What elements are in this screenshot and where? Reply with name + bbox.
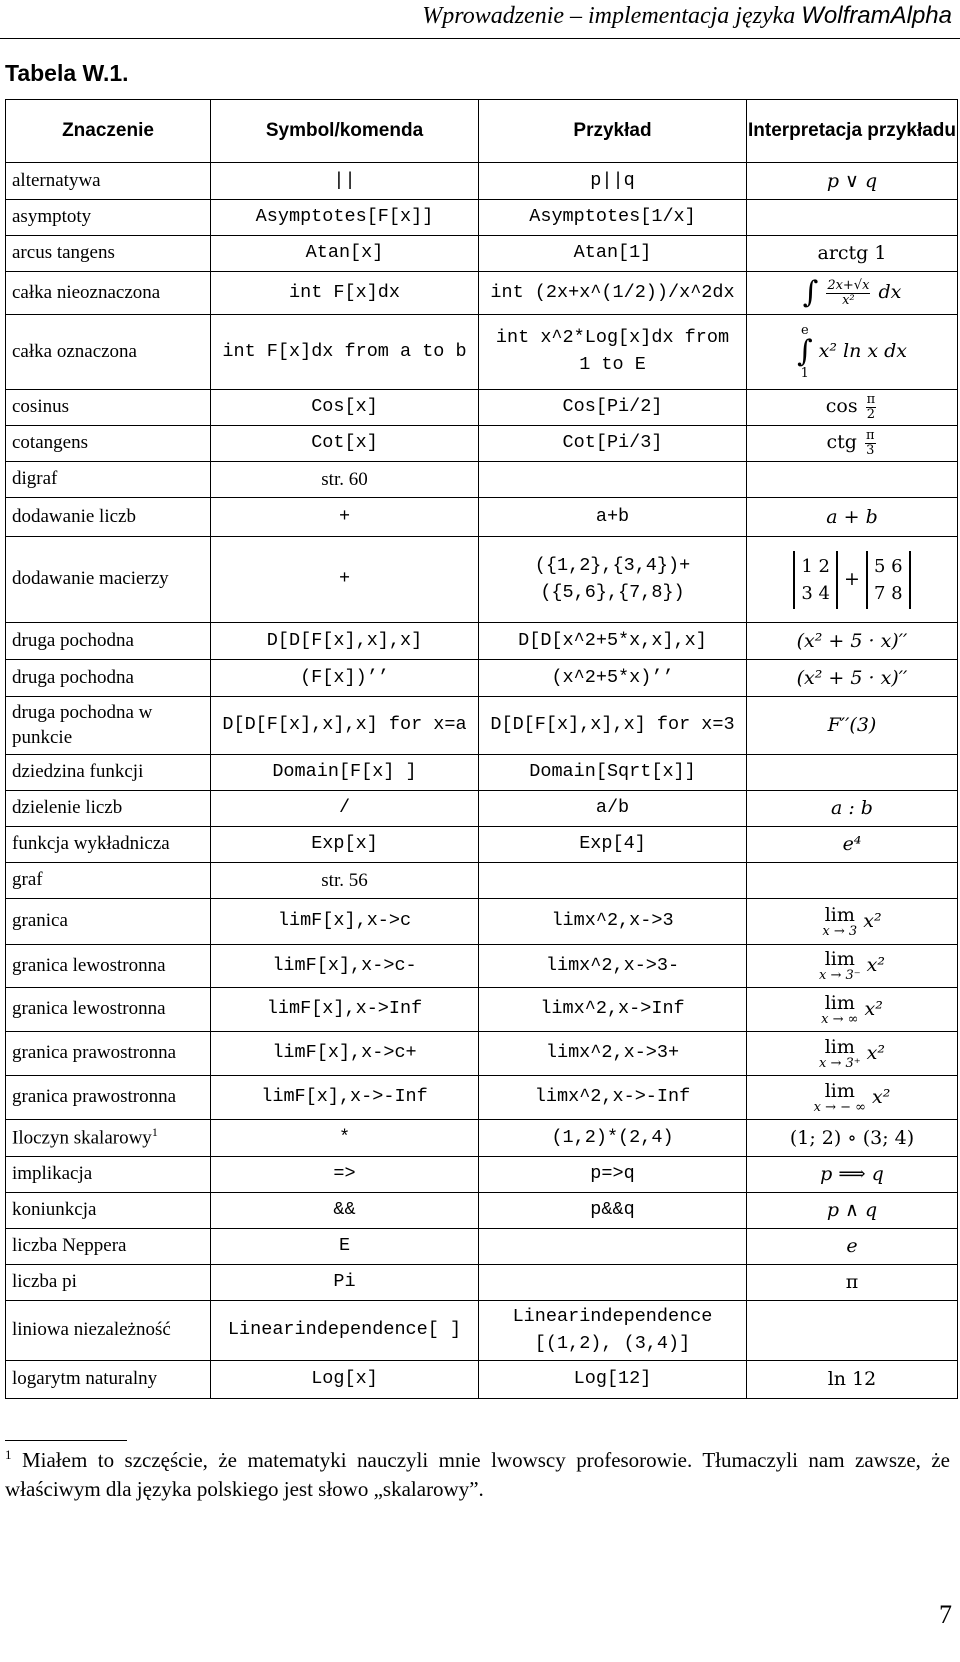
table-row [6,498,958,537]
interp-text: a + b [826,505,878,528]
cell-interp [747,697,958,755]
cell-example: p&&q [479,1193,747,1229]
lim-word: lim [824,903,855,926]
cell-example: a/b [479,791,747,827]
cell-interp [747,945,958,988]
fraction-denominator: x² [842,292,855,308]
cell-example: limx^2,x->Inf [479,988,747,1032]
cell-interp [747,755,958,791]
matrix-right [866,551,911,609]
cell-meaning: granica lewostronna [6,945,211,988]
cell-symbol: && [211,1193,479,1229]
cell-example: Cos[Pi/2] [479,390,747,426]
integral-body: x² ln x dx [818,340,908,362]
integrand-fraction [826,279,870,307]
cell-interp [747,988,958,1032]
lim-word: lim [824,991,855,1014]
cell-example: Linearindependence [(1,2), (3,4)] [479,1301,747,1361]
lim-subscript: x → 3⁻ [818,968,861,983]
cell-meaning: implikacja [6,1157,211,1193]
table-row [6,1193,958,1229]
table-row [6,537,958,623]
limit-operator [821,991,859,1027]
upper-limit: e [800,323,809,338]
cell-example: D[D[F[x],x],x] for x=3 [479,697,747,755]
limit-operator [819,950,861,982]
cell-example [479,1265,747,1301]
cell-meaning: dodawanie liczb [6,498,211,537]
table-header-row [6,100,958,163]
interp-text: p ∧ q [826,1199,878,1222]
limit-operator [813,1079,866,1115]
running-title-text: Wprowadzenie – implementacja języka [422,3,796,29]
cell-example: Exp[4] [479,827,747,863]
interp-text: a : b [831,797,873,820]
cell-interp [747,537,958,623]
cell-symbol: / [211,791,479,827]
footnote-marker: 1 [5,1447,12,1462]
cell-example: a+b [479,498,747,537]
cell-meaning: dziedzina funkcji [6,755,211,791]
cell-interp: π [747,1265,958,1301]
table-row [6,1361,958,1399]
interp-text: F′′(3) [827,714,877,737]
cell-symbol: => [211,1157,479,1193]
table-row [6,462,958,498]
table-row [6,1120,958,1157]
running-title-brand: WolframAlpha [801,2,952,29]
cell-meaning: asymptoty [6,200,211,236]
cell-example: p=>q [479,1157,747,1193]
cell-interp [747,272,958,315]
fraction-denominator: 2 [866,407,876,422]
cell-symbol: int F[x]dx [211,272,479,315]
cell-meaning: liczba pi [6,1265,211,1301]
cell-symbol: Cos[x] [211,390,479,426]
cell-example: Atan[1] [479,236,747,272]
interp-text: cos [825,395,858,418]
cell-symbol: D[D[F[x],x],x] for x=a [211,697,479,755]
table-row [6,863,958,899]
cell-example [479,863,747,899]
table-row [6,827,958,863]
cell-symbol: E [211,1229,479,1265]
interp-text: p ∨ q [826,169,878,192]
plus-sign: + [844,567,860,590]
cell-meaning: liczba Neppera [6,1229,211,1265]
lim-subscript: x → ∞ [821,1011,859,1027]
footnote-text: Miałem to szczęście, że matematyki nauczyli mnie lwowscy profesorowie. Tłumaczyli nam zawsze, że właściwym dla języka polskiego jest słowo „skalarowy”. [5,1448,951,1501]
matrix-row: 7 8 [874,582,903,604]
cell-example: (1,2)*(2,4) [479,1120,747,1157]
fraction-numerator: π [866,392,876,408]
cell-meaning: dzielenie liczb [6,791,211,827]
lim-word: lim [824,1035,855,1058]
cell-symbol: * [211,1120,479,1157]
interp-text: x² [866,1041,885,1064]
cell-symbol: Pi [211,1265,479,1301]
col-header-interpretation: Interpretacja przykładu [747,100,958,163]
cell-meaning: arcus tangens [6,236,211,272]
cell-interp: (1; 2) ∘ (3; 4) [747,1120,958,1157]
table-row [6,755,958,791]
cell-example: limx^2,x->3 [479,899,747,945]
cell-interp [747,200,958,236]
cell-symbol: Log[x] [211,1361,479,1399]
interp-text: x² [866,954,885,976]
integral-sign: ∫ [802,275,819,310]
cell-interp [747,426,958,462]
cell-meaning: logarytm naturalny [6,1361,211,1399]
cell-interp: ln 12 [747,1361,958,1399]
cell-example: ({1,2},{3,4})+ ({5,6},{7,8}) [479,537,747,623]
fraction-numerator: π [865,428,875,444]
table-row [6,945,958,988]
cell-example: int (2x+x^(1/2))/x^2dx [479,272,747,315]
table-row [6,163,958,200]
cell-symbol: int F[x]dx from a to b [211,315,479,390]
lower-limit: 1 [800,366,809,381]
table-row [6,272,958,315]
lim-word: lim [824,948,855,970]
cell-interp [747,315,958,390]
cell-symbol: str. 60 [211,462,479,498]
cell-symbol: Exp[x] [211,827,479,863]
fraction-denominator: 3 [866,443,875,458]
cell-interp [747,390,958,426]
cell-interp: arctg 1 [747,236,958,272]
page-header [0,0,960,39]
interp-text: (x² + 5 · x)′′ [796,629,908,652]
cell-example: D[D[x^2+5*x,x],x] [479,623,747,660]
interp-text: x² [864,997,883,1020]
cell-symbol: limF[x],x->Inf [211,988,479,1032]
cell-example [479,462,747,498]
lim-subscript: x → − ∞ [813,1099,866,1115]
cell-meaning: druga pochodna [6,623,211,660]
cell-symbol: + [211,498,479,537]
cell-interp [747,863,958,899]
cell-symbol: D[D[F[x],x],x] [211,623,479,660]
table-row [6,236,958,272]
cell-meaning: koniunkcja [6,1193,211,1229]
table-row [6,426,958,462]
cell-meaning: granica prawostronna [6,1032,211,1076]
running-title [422,2,952,30]
cell-example: limx^2,x->-Inf [479,1076,747,1120]
cell-meaning [6,1120,211,1157]
cell-meaning: funkcja wykładnicza [6,827,211,863]
cell-meaning: granica prawostronna [6,1076,211,1120]
pi-third-fraction [865,429,876,457]
cell-example: p||q [479,163,747,200]
table-row [6,1265,958,1301]
table-row [6,660,958,697]
table-label: Tabela W.1. [5,60,129,86]
interp-text: ctg [826,431,857,454]
col-header-symbol: Symbol/komenda [211,100,479,163]
interp-text: (x² + 5 · x)′′ [796,666,908,689]
cell-meaning: alternatywa [6,163,211,200]
cell-symbol: Asymptotes[F[x]] [211,200,479,236]
cell-symbol: limF[x],x->c+ [211,1032,479,1076]
cell-interp [747,899,958,945]
interp-text: x² [863,909,882,932]
cell-interp [747,827,958,863]
cell-interp [747,1157,958,1193]
cell-interp [747,498,958,537]
footnote [5,1446,950,1504]
page-number: 7 [939,1600,952,1629]
cell-symbol: limF[x],x->c [211,899,479,945]
matrix-left [793,551,838,609]
cell-symbol: Atan[x] [211,236,479,272]
pi-half-fraction [866,393,877,421]
table-row [6,1157,958,1193]
table-row [6,623,958,660]
col-header-example: Przykład [479,100,747,163]
cell-meaning: granica lewostronna [6,988,211,1032]
cell-meaning: całka nieoznaczona [6,272,211,315]
integral-dx: dx [878,281,902,303]
cell-symbol: Cot[x] [211,426,479,462]
definite-integral [797,324,813,380]
cell-symbol: Domain[F[x] ] [211,755,479,791]
cell-example: limx^2,x->3+ [479,1032,747,1076]
meaning-text: Iloczyn skalarowy [12,1127,152,1149]
cell-interp [747,163,958,200]
fraction-numerator: 2x+√x [827,277,870,293]
table-row [6,200,958,236]
footnote-ref: 1 [151,1124,158,1139]
cell-symbol: limF[x],x->c- [211,945,479,988]
cell-interp [747,1301,958,1361]
table-row [6,697,958,755]
cell-meaning: cotangens [6,426,211,462]
table-row [6,1076,958,1120]
limit-operator [822,903,858,939]
cell-meaning: granica [6,899,211,945]
matrix-row: 5 6 [874,555,903,577]
cell-example: Asymptotes[1/x] [479,200,747,236]
cell-interp [747,462,958,498]
cell-symbol: str. 56 [211,863,479,899]
cell-symbol: (F[x])’’ [211,660,479,697]
table-row [6,1032,958,1076]
lim-subscript: x → 3 [822,923,858,939]
cell-example: Cot[Pi/3] [479,426,747,462]
interp-text: e [846,1235,858,1258]
cell-symbol: || [211,163,479,200]
matrix-row: 1 2 [801,555,830,577]
cell-symbol: limF[x],x->-Inf [211,1076,479,1120]
commands-table [5,99,958,1399]
cell-meaning: druga pochodna w punkcie [6,697,211,755]
table-row [6,315,958,390]
cell-example: int x^2*Log[x]dx from 1 to E [479,315,747,390]
cell-meaning: liniowa niezależność [6,1301,211,1361]
cell-interp [747,623,958,660]
integral-sign: ∫ [796,334,813,369]
cell-meaning: druga pochodna [6,660,211,697]
interp-text: e⁴ [842,833,862,856]
cell-meaning: cosinus [6,390,211,426]
cell-meaning: digraf [6,462,211,498]
table-row [6,988,958,1032]
cell-example [479,1229,747,1265]
cell-interp [747,791,958,827]
cell-meaning: graf [6,863,211,899]
footnote-rule [5,1440,127,1441]
cell-symbol: Linearindependence[ ] [211,1301,479,1361]
cell-interp [747,660,958,697]
cell-meaning: całka oznaczona [6,315,211,390]
cell-example: Domain[Sqrt[x]] [479,755,747,791]
cell-example: (x^2+5*x)’’ [479,660,747,697]
matrix-row: 3 4 [801,582,830,604]
cell-example: Log[12] [479,1361,747,1399]
interp-text: x² [872,1085,891,1108]
cell-interp [747,1193,958,1229]
col-header-meaning: Znaczenie [6,100,211,163]
cell-example: limx^2,x->3- [479,945,747,988]
cell-interp [747,1076,958,1120]
table-row [6,791,958,827]
lim-subscript: x → 3⁺ [818,1055,861,1071]
cell-meaning: dodawanie macierzy [6,537,211,623]
table-row [6,1301,958,1361]
cell-symbol: + [211,537,479,623]
table-row [6,899,958,945]
lim-word: lim [824,1079,855,1102]
limit-operator [818,1035,861,1071]
table-row [6,1229,958,1265]
table-row [6,390,958,426]
cell-interp [747,1032,958,1076]
cell-interp [747,1229,958,1265]
interp-text: p ⟹ q [820,1163,884,1186]
